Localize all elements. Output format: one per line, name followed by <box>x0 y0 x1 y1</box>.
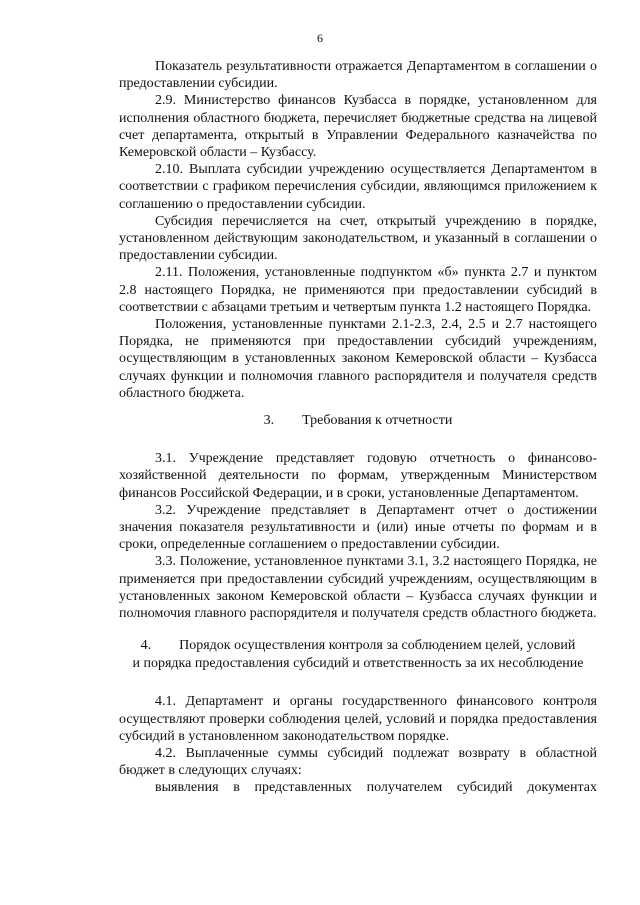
paragraph: 4.1. Департамент и органы государственного финансового контроля осуществляют проверки соблюдения целей, условий и порядка предоставления субсидий в установленном законодательством порядке. <box>119 694 597 744</box>
paragraph: 2.11. Положения, установленные подпунктом «б» пункта 2.7 и пунктом 2.8 настоящего Порядка, не применяются при предоставлении субсидий в соответствии с абзацами третьим и четвертым пункта 1.2 настоящего Порядка. <box>119 265 597 315</box>
section-4-heading-line-2: и порядка предоставления субсидий и ответственность за их несоблюдение <box>132 656 584 672</box>
section-3-heading: 3. Требования к отчетности <box>263 413 453 429</box>
paragraph: 2.9. Министерство финансов Кузбасса в порядке, установленном для исполнения областного бюджета, перечисляет бюджетные средства на лицевой счет департамента, открытый в Управлении Федерального казначейства по Кемеровской области – Кузбассу. <box>119 93 597 161</box>
paragraph: Субсидия перечисляется на счет, открытый учреждению в порядке, установленном действующим законодательством, и указанный в соглашении о предоставлении субсидии. <box>119 213 597 264</box>
paragraph: 3.2. Учреждение представляет в Департамент отчет о достижении значения показателя результативности и (или) иные отчеты по формам и в сроки, определенные соглашением о предоставлении субсидии. <box>119 502 597 553</box>
paragraph: выявления в представленных получателем субсидий документах <box>155 780 597 796</box>
section-4-heading-line-1: 4. Порядок осуществления контроля за соблюдением целей, условий <box>140 638 576 654</box>
page-number: 6 <box>317 31 323 45</box>
document-body <box>119 58 597 797</box>
paragraph: 2.10. Выплата субсидии учреждению осуществляется Департаментом в соответствии с графиком перечисления субсидии, являющимся приложением к соглашению о предоставлении субсидии. <box>119 162 597 212</box>
paragraph: 3.1. Учреждение представляет годовую отчетность о финансово-хозяйственной деятельности по формам, утвержденным Министерством финансов Российской Федерации, и в сроки, установленные Департаментом. <box>119 451 597 501</box>
paragraph: Положения, установленные пунктами 2.1-2.3, 2.4, 2.5 и 2.7 настоящего Порядка, не применяются при предоставлении субсидий учреждениям, осуществляющим в установленных законом Кемеровской области – Кузбасса случаях функции и полномочия главного распорядителя и получателя средств областного бюджета. <box>119 317 597 401</box>
paragraph: 4.2. Выплаченные суммы субсидий подлежат возврату в областной бюджет в следующих случаях: <box>119 745 597 779</box>
section-4-heading <box>119 637 597 673</box>
paragraph: 3.3. Положение, установленное пунктами 3.1, 3.2 настоящего Порядка, не применяется при предоставлении субсидий учреждениям, осуществляющим в установленных законом Кемеровской области – Кузбасса случаях функции и полномочия главного распорядителя и получателя средств областного бюджета. <box>119 554 597 622</box>
paragraph: Показатель результативности отражается Департаментом в соглашении о предоставлении субсидии. <box>119 59 597 92</box>
